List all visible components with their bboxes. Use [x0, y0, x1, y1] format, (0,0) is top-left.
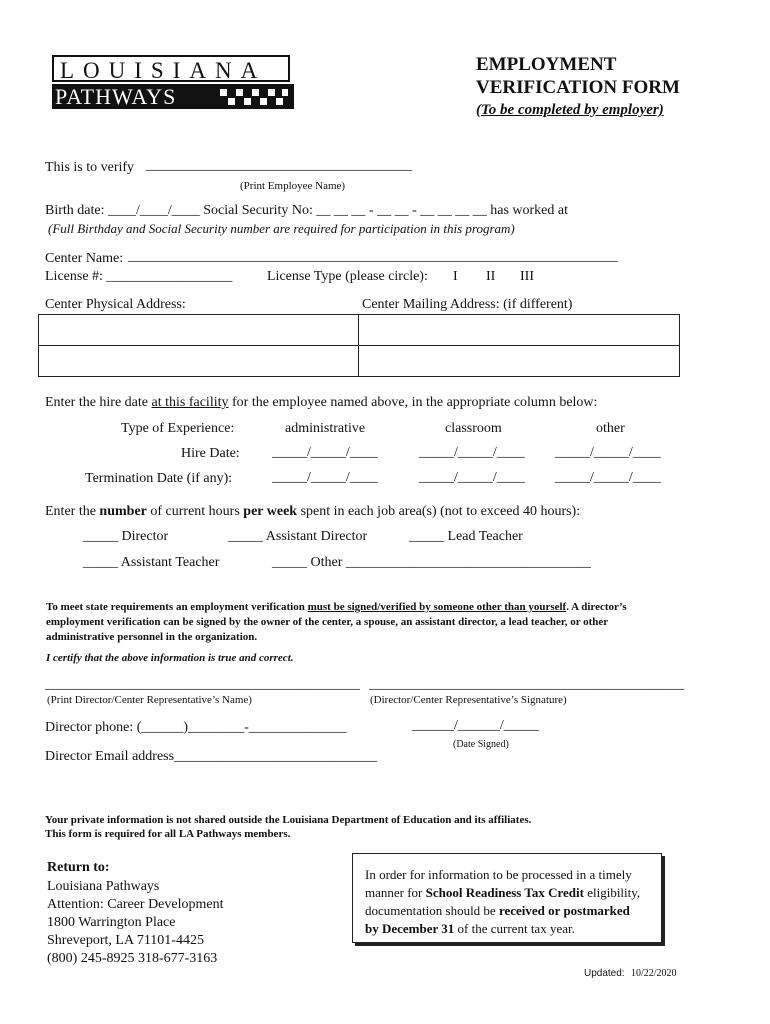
experience-type-label: Type of Experience:	[121, 421, 235, 436]
birth-ssn-line[interactable]: Birth date: ____/____/____ Social Security No: __ __ __ - __ __ - __ __ __ __ has worked at	[45, 203, 568, 218]
termination-date-label: Termination Date (if any):	[85, 471, 233, 486]
requirements-line3: administrative personnel in the organization.	[46, 631, 258, 643]
center-name-field[interactable]: ______________________________________________________________________	[128, 249, 618, 264]
return-to-title: Return to:	[47, 860, 110, 875]
certify-statement: I certify that the above information is true and correct.	[46, 652, 294, 664]
hours-assistant-director[interactable]: _____ Assistant Director	[228, 529, 368, 544]
requirements-line2: employment verification can be signed by the owner of the center, a spouse, an assistant director, a lead teacher, or other	[46, 616, 609, 628]
license-type-option-2[interactable]: II	[486, 269, 496, 284]
representative-signature-field[interactable]: _____________________________________________	[369, 677, 684, 692]
representative-name-field[interactable]: _____________________________________________	[45, 677, 360, 692]
physical-address-cell-2[interactable]	[39, 346, 358, 376]
verify-label: This is to verify	[45, 160, 135, 175]
termination-date-administrative[interactable]: _____/_____/____	[272, 470, 378, 485]
hire-instruction: Enter the hire date at this facility for the employee named above, in the appropriate column below:	[45, 395, 598, 410]
form-title-line1: EMPLOYMENT	[476, 54, 617, 75]
license-number-field[interactable]: License #: __________________	[45, 269, 233, 284]
hours-lead-teacher[interactable]: _____ Lead Teacher	[409, 529, 523, 544]
updated-date: 10/22/2020	[631, 968, 677, 979]
director-phone-field[interactable]: Director phone: (______)________-______________	[45, 720, 347, 735]
hire-date-label: Hire Date:	[181, 446, 240, 461]
form-subtitle: (To be completed by employer)	[476, 102, 664, 118]
checkerboard-icon	[218, 87, 290, 107]
return-address-line: 1800 Warrington Place	[47, 915, 176, 930]
director-email-field[interactable]: Director Email address_____________________________	[45, 749, 378, 764]
mailing-address-cell-2[interactable]	[359, 346, 679, 376]
hire-date-classroom[interactable]: _____/_____/____	[419, 445, 525, 460]
termination-date-classroom[interactable]: _____/_____/____	[419, 470, 525, 485]
mailing-address-label: Center Mailing Address: (if different)	[362, 297, 573, 312]
termination-date-other[interactable]: _____/_____/____	[555, 470, 661, 485]
louisiana-pathways-logo	[52, 55, 292, 111]
physical-address-cell-1[interactable]	[39, 315, 358, 345]
representative-signature-caption: (Director/Center Representative’s Signature)	[370, 694, 567, 706]
column-administrative: administrative	[285, 421, 366, 436]
requirements-line1: To meet state requirements an employment verification must be signed/verified by someone other than yourself. A director’s	[46, 601, 627, 613]
privacy-line1: Your private information is not shared outside the Louisiana Department of Education and its affiliates.	[45, 814, 532, 826]
physical-address-label: Center Physical Address:	[45, 297, 186, 312]
date-signed-caption: (Date Signed)	[453, 739, 509, 750]
return-address-line: (800) 245-8925 318-677-3163	[47, 951, 218, 966]
logo-top-text: LOUISIANA	[52, 55, 290, 82]
license-type-label: License Type (please circle):	[267, 269, 428, 284]
form-title-line2: VERIFICATION FORM	[476, 77, 680, 98]
column-classroom: classroom	[445, 421, 502, 436]
return-address-line: Attention: Career Development	[47, 897, 224, 912]
hire-date-administrative[interactable]: _____/_____/____	[272, 445, 378, 460]
column-other: other	[596, 421, 625, 436]
hours-other[interactable]: _____ Other ___________________________________	[272, 555, 591, 570]
privacy-line2: This form is required for all LA Pathways members.	[45, 828, 291, 840]
mailing-address-cell-1[interactable]	[359, 315, 679, 345]
hours-instruction: Enter the number of current hours per week spent in each job area(s) (not to exceed 40 hours):	[45, 504, 581, 519]
address-table	[38, 314, 680, 377]
hours-assistant-teacher[interactable]: _____ Assistant Teacher	[83, 555, 220, 570]
hire-date-other[interactable]: _____/_____/____	[555, 445, 661, 460]
tax-credit-notice-box: In order for information to be processed in a timely manner for School Readiness Tax Credit eligibility, documentation should be received or postmarked by December 31 of the current tax year.	[352, 853, 662, 943]
license-type-option-1[interactable]: I	[453, 269, 458, 284]
updated-label: Updated:	[584, 968, 625, 979]
representative-name-caption: (Print Director/Center Representative’s Name)	[47, 694, 252, 706]
center-name-label: Center Name:	[45, 251, 124, 266]
return-address-line: Shreveport, LA 71101-4425	[47, 933, 204, 948]
employee-name-field[interactable]: ______________________________________	[146, 158, 412, 173]
license-type-option-3[interactable]: III	[520, 269, 534, 284]
logo-bottom-text: PATHWAYS	[55, 84, 177, 109]
birth-ssn-note: (Full Birthday and Social Security number are required for participation in this program)	[48, 221, 515, 236]
return-address-line: Louisiana Pathways	[47, 879, 160, 894]
employee-name-caption: (Print Employee Name)	[240, 180, 346, 192]
date-signed-field[interactable]: ______/______/_____	[412, 718, 539, 733]
hours-director[interactable]: _____ Director	[83, 529, 169, 544]
